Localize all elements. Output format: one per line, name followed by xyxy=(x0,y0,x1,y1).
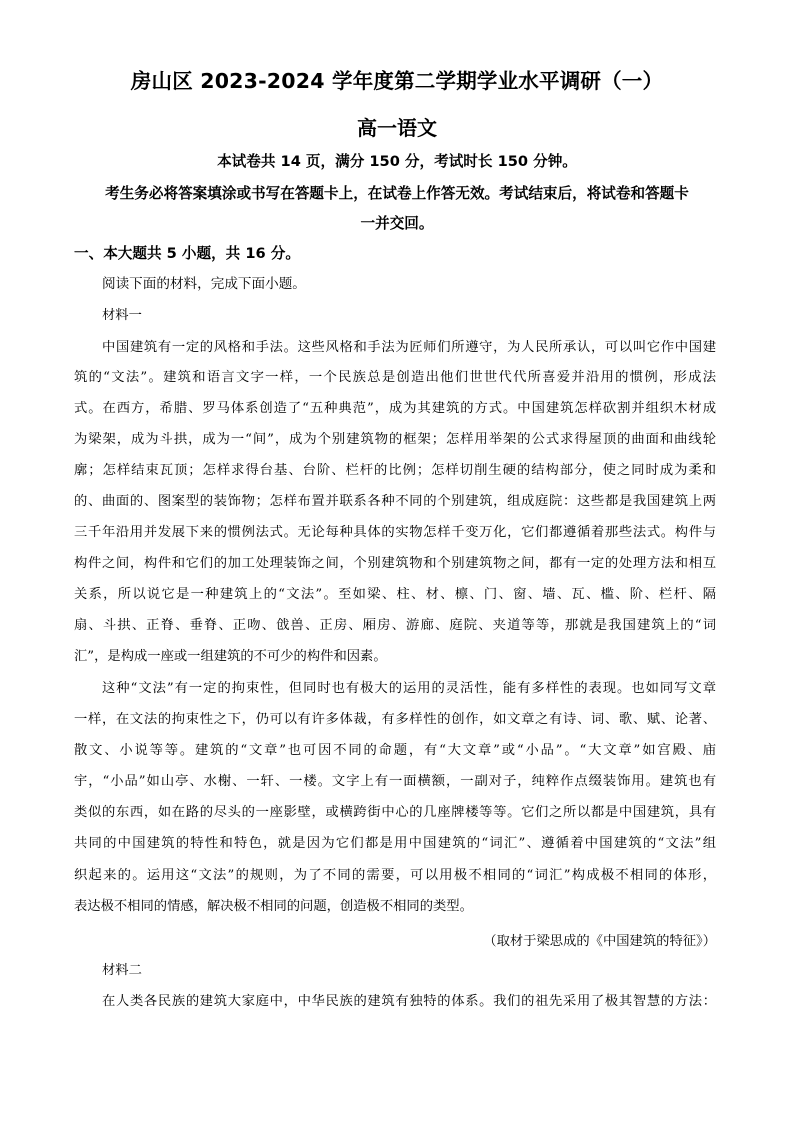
material-1-para2-line: 宇，“小品”如山亭、水榭、一轩、一楼。文字上有一面横额，一副对子，纯粹作点缀装饰用。建筑也有 xyxy=(74,774,716,789)
material-1-para2-line: 这种“文法”有一定的拘束性，但同时也有极大的运用的灵活性，能有多样性的表现。也如同写文章 xyxy=(102,681,716,696)
material-1-source: （取材于梁思成的《中国建筑的特征》） xyxy=(483,934,716,949)
material-1-line: 三千年沿用并发展下来的惯例法式。无论每种具体的实物怎样千变万化，它们都遵循着那些法式。构件与 xyxy=(74,525,716,540)
material-1-line: 廓；怎样结束瓦顶；怎样求得台基、台阶、栏杆的比例；怎样切削生硬的结构部分，使之同时成为柔和 xyxy=(74,463,716,478)
material-1-line: 式。在西方，希腊、罗马体系创造了“五种典范”，成为其建筑的方式。中国建筑怎样砍割并组织木材成 xyxy=(74,401,716,416)
material-1-para2-line: 表达极不相同的情感，解决极不相同的问题，创造极不相同的类型。 xyxy=(74,899,473,914)
material-1-para2-line: 类似的东西，如在路的尽头的一座影壁，或横跨街中心的几座牌楼等等。它们之所以都是中国建筑，具有 xyxy=(74,805,716,820)
reading-instruction: 阅读下面的材料，完成下面小题。 xyxy=(102,276,306,292)
material-1-line: 汇”，是构成一座或一组建筑的不可少的构件和因素。 xyxy=(74,649,387,664)
exam-info-line: 本试卷共 14 页，满分 150 分，考试时长 150 分钟。 xyxy=(217,153,577,170)
section-heading: 一、本大题共 5 小题，共 16 分。 xyxy=(74,245,300,262)
material-1-para2-line: 织起来的。运用这“文法”的规则，为了不同的需要，可以用极不相同的“词汇”构成极不相同的体形， xyxy=(74,868,716,883)
material-2-label: 材料二 xyxy=(102,963,142,978)
material-1-line: 关系，所以说它是一种建筑上的“文法”。至如梁、柱、材、檩、门、窗、墙、瓦、槛、阶、栏杆、隔 xyxy=(74,587,716,602)
material-1-para2-line: 共同的中国建筑的特性和特色，就是因为它们都是用中国建筑的“词汇”、遵循着中国建筑的“文法”组 xyxy=(74,836,716,851)
material-1-line: 中国建筑有一定的风格和手法。这些风格和手法为匠师们所遵守，为人民所承认，可以叫它作中国建 xyxy=(102,340,716,355)
material-1-line: 构件之间，构件和它们的加工处理装饰之间，个别建筑物和个别建筑物之间，都有一定的处理方法和相互 xyxy=(74,556,716,571)
material-1-line: 为梁架，成为斗拱，成为一“间”，成为个别建筑物的框架；怎样用举架的公式求得屋顶的曲面和曲线轮 xyxy=(74,432,716,447)
exam-subject: 高一语文 xyxy=(357,116,437,140)
exam-instructions-line: 考生务必将答案填涂或书写在答题卡上，在试卷上作答无效。考试结束后，将试卷和答题卡 xyxy=(105,185,689,202)
material-1-line: 筑的“文法”。建筑和语言文字一样，一个民族总是创造出他们世世代代所喜爱并沿用的惯例，形成法 xyxy=(74,370,716,385)
exam-title: 房山区 2023-2024 学年度第二学期学业水平调研（一） xyxy=(130,69,664,93)
material-1-line: 扇、斗拱、正脊、垂脊、正吻、戗兽、正房、厢房、游廊、庭院、夹道等等，那就是我国建筑上的“词 xyxy=(74,618,716,633)
exam-instructions-line-end: 一并交回。 xyxy=(360,215,434,232)
material-1-line: 的、曲面的、图案型的装饰物；怎样布置并联系各种不同的个别建筑，组成庭院：这些都是我国建筑上两 xyxy=(74,494,716,509)
material-1-label: 材料一 xyxy=(102,308,142,323)
material-1-para2-line: 散文、小说等等。建筑的“文章”也可因不同的命题，有“大文章”或“小品”。“大文章”如宫殿、庙 xyxy=(74,743,716,758)
material-1-para2-line: 一样，在文法的拘束性之下，仍可以有许多体裁，有多样性的创作，如文章之有诗、词、歌、赋、论著、 xyxy=(74,712,716,727)
material-2-line: 在人类各民族的建筑大家庭中，中华民族的建筑有独特的体系。我们的祖先采用了极其智慧的方法： xyxy=(102,994,716,1009)
